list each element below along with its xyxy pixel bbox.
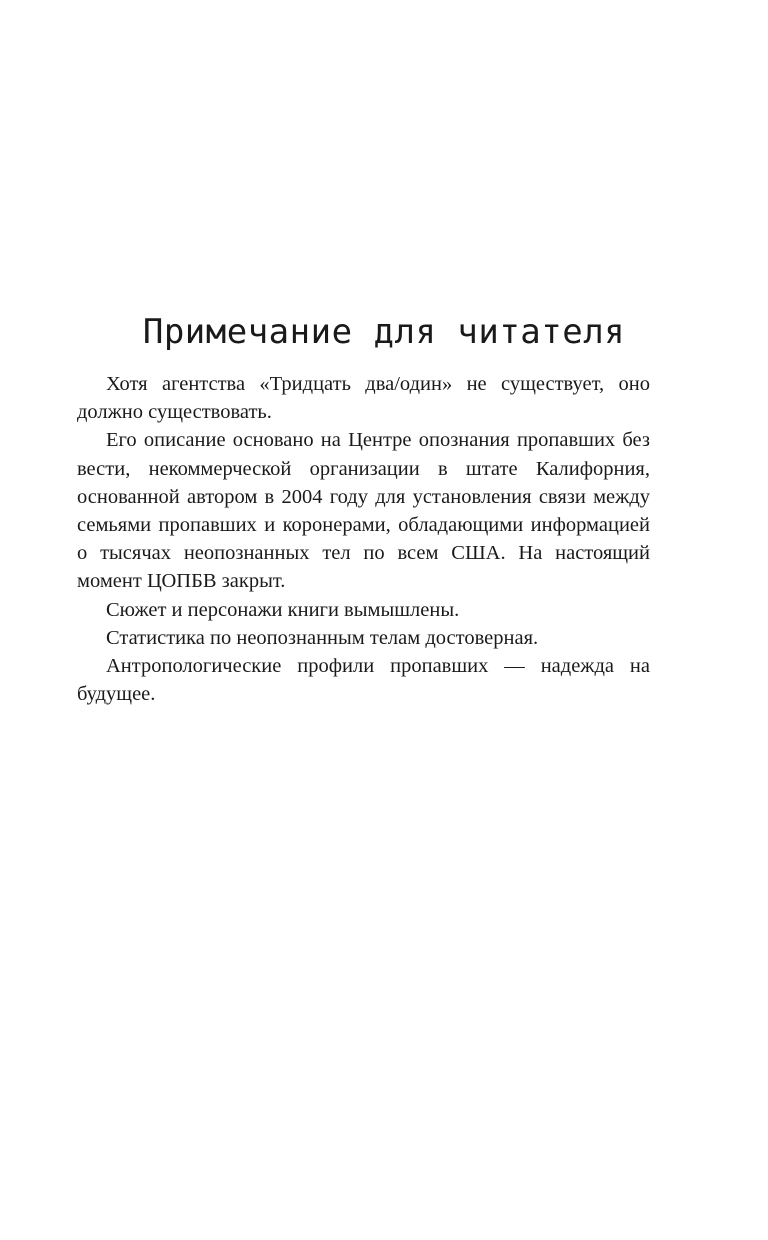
paragraph-center-description: Его описание основано на Центре опознания пропавших без вести, некоммерческой организации в штате Калифорния, основанной автором в 2004 году для установления связи между семьями пропавших и коронерами, обладающими информацией о тысячах неопознанных тел по всем США. На настоящий момент ЦОПБВ закрыт. [77, 429, 650, 593]
paragraph-agency: Хотя агентства «Тридцать два/один» не существует, оно должно существовать. [77, 373, 650, 424]
paragraph-profiles: Антропологические профили пропавших — надежда на будущее. [77, 655, 650, 706]
paragraph-statistics: Статистика по неопознанным телам достоверная. [106, 626, 539, 649]
paragraph-fiction: Сюжет и персонажи книги вымышлены. [106, 598, 460, 621]
note-body [77, 370, 650, 708]
page-title: Примечание для читателя [142, 312, 626, 352]
